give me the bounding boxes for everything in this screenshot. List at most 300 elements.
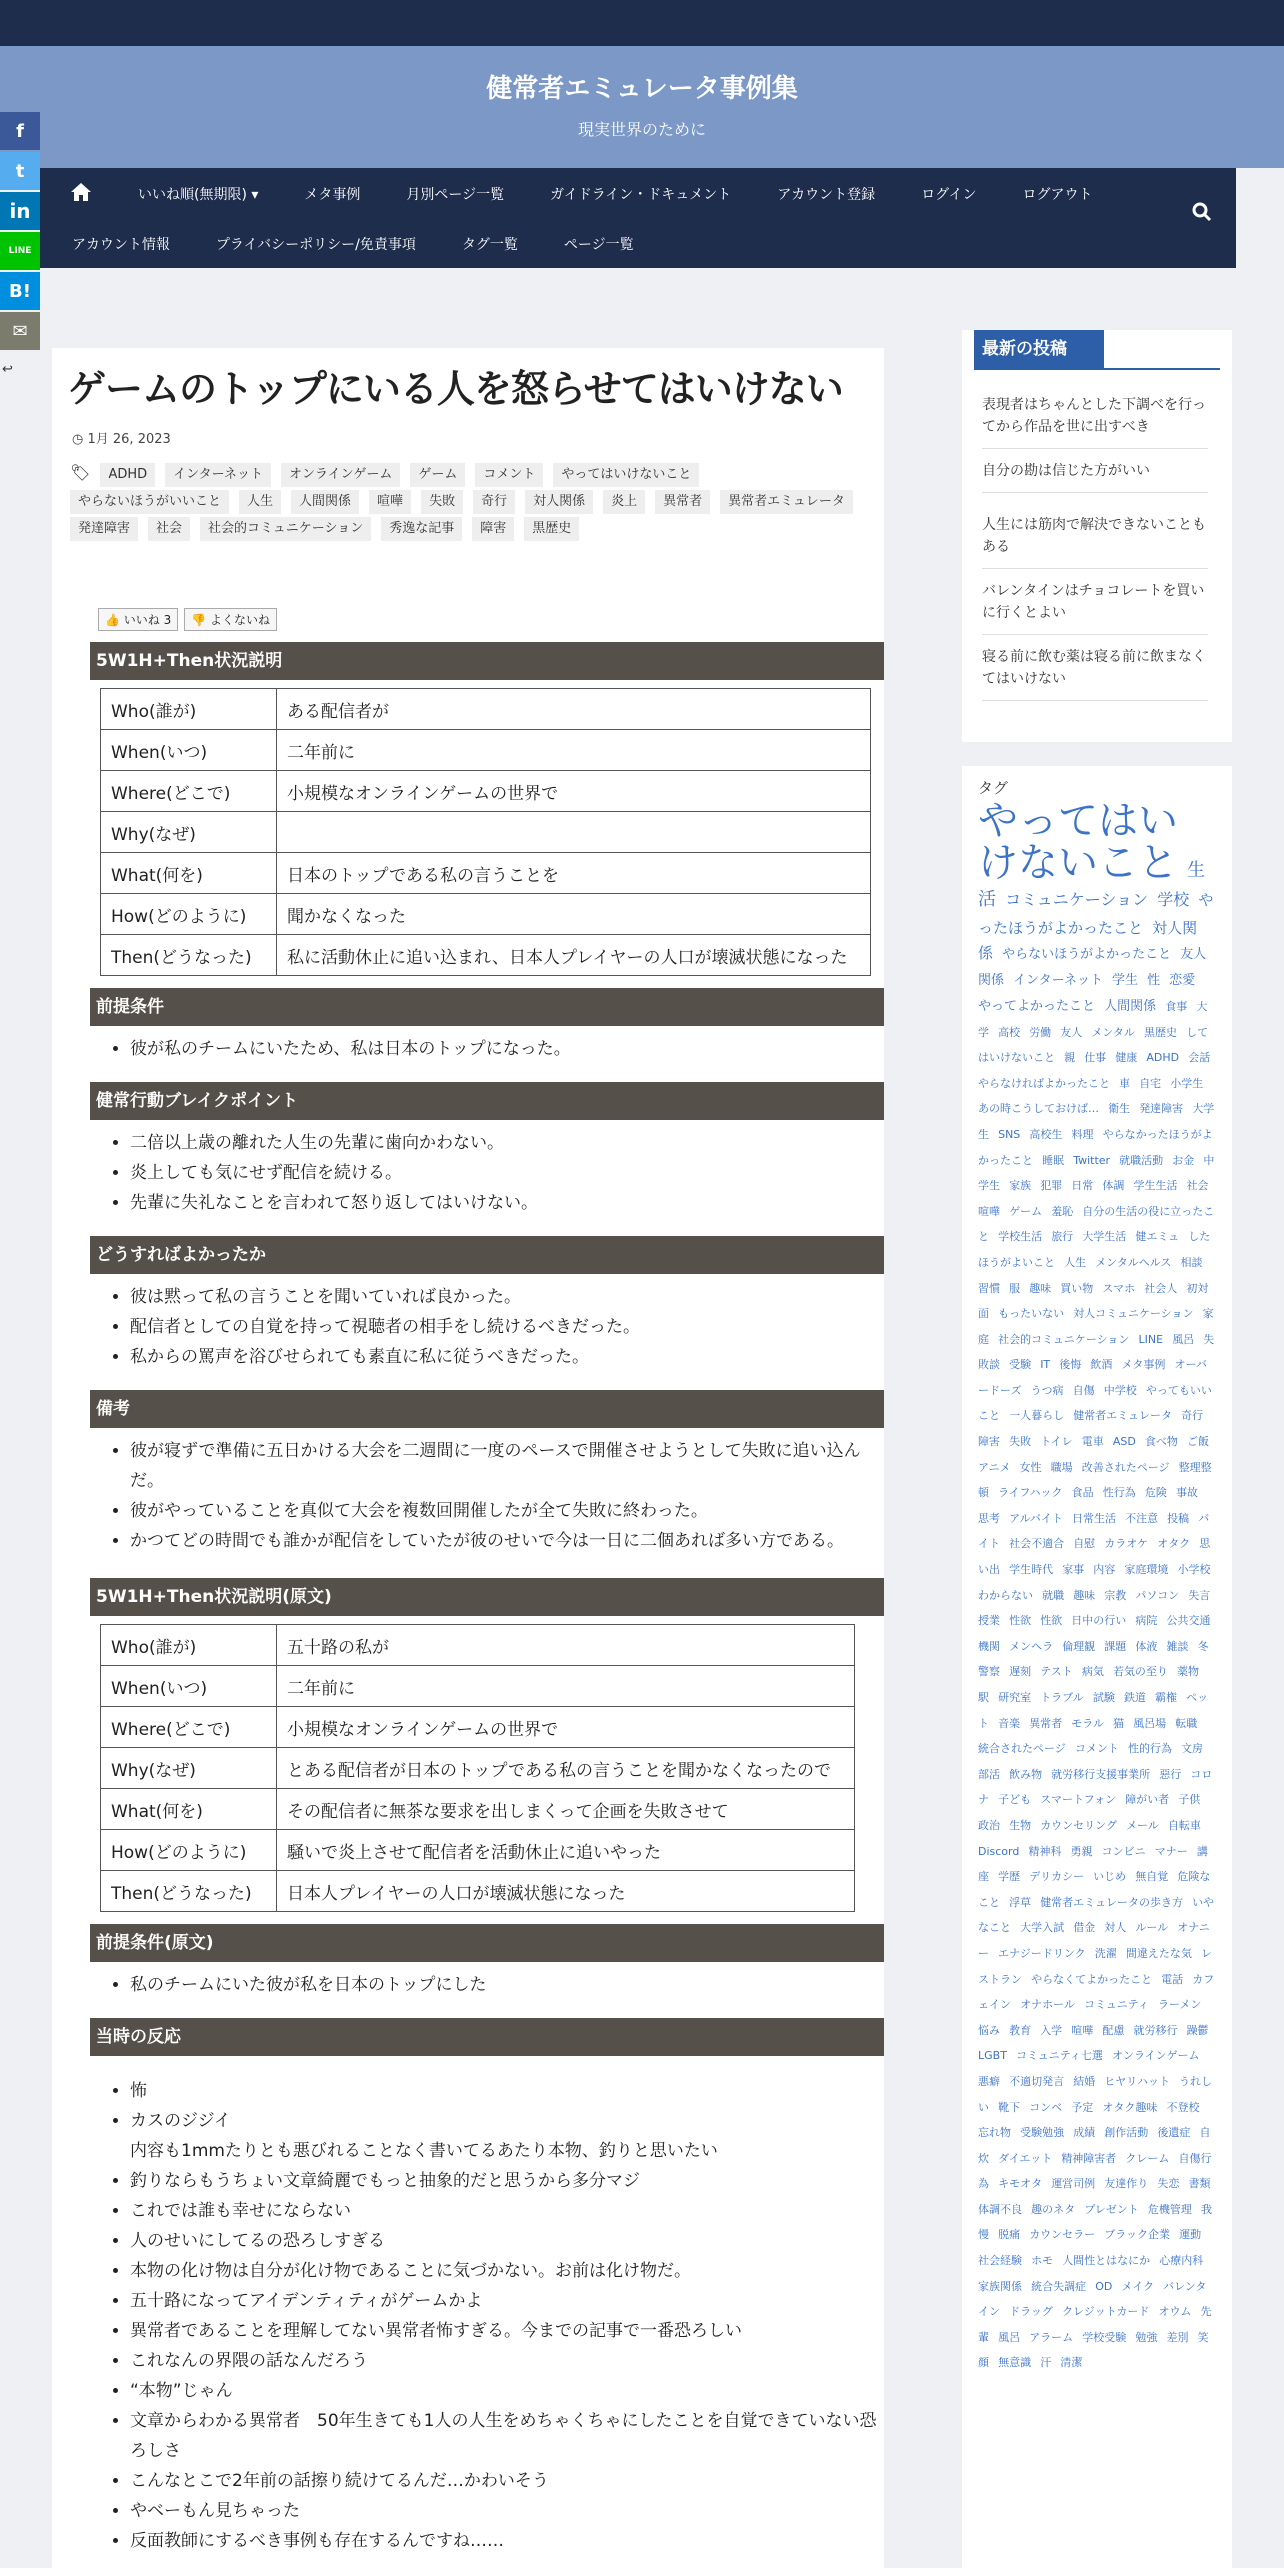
tag-cloud-link[interactable]: オンラインゲーム <box>1112 2049 1200 2063</box>
tag-cloud-link[interactable]: 障害 <box>978 1435 1000 1449</box>
tag-cloud-link[interactable]: 食品 <box>1071 1486 1094 1500</box>
tag-link[interactable]: やらないほうがいいこと <box>70 490 229 514</box>
tag-cloud-link[interactable]: 健康 <box>1115 1051 1138 1065</box>
nav-item[interactable]: メタ事例 <box>304 187 361 203</box>
tag-cloud-link[interactable]: 無意識 <box>998 2356 1032 2370</box>
tag-cloud-link[interactable]: 運営司例 <box>1051 2177 1096 2191</box>
tag-cloud-link[interactable]: デリカシー <box>1029 1870 1085 1884</box>
tag-cloud-link[interactable]: 公共交通機関 <box>978 1614 1211 1653</box>
tag-cloud-link[interactable]: 心療内科 <box>1159 2254 1204 2268</box>
tag-cloud-link[interactable]: 風呂 <box>1172 1332 1195 1346</box>
tag-cloud-link[interactable]: メール <box>1126 1818 1159 1832</box>
nav-item[interactable]: アカウント情報 <box>72 237 170 253</box>
tag-cloud-link[interactable]: アニメ <box>978 1460 1011 1474</box>
tag-cloud-link[interactable]: 悪癖 <box>978 2074 1000 2088</box>
tag-cloud-link[interactable]: アラーム <box>1029 2330 1074 2344</box>
tag-cloud-link[interactable]: 清潔 <box>1060 2356 1083 2370</box>
tag-cloud-link[interactable]: トイレ <box>1040 1435 1073 1449</box>
tag-cloud-link[interactable]: 性的行為 <box>1127 1742 1172 1756</box>
tag-cloud-link[interactable]: 買い物 <box>1060 1281 1094 1295</box>
tag-cloud-link[interactable]: オナニー <box>978 1921 1210 1960</box>
tag-cloud-link[interactable]: 自傷 <box>1072 1383 1095 1397</box>
tag-cloud-link[interactable]: 駅 <box>978 1691 989 1705</box>
tag-cloud-link[interactable]: 忘れ物 <box>978 2126 1011 2140</box>
tag-link[interactable]: ADHD <box>100 463 155 487</box>
tag-cloud-link[interactable]: 思い出 <box>978 1537 1211 1577</box>
share-button[interactable]: B! <box>0 272 40 310</box>
tag-cloud-link[interactable]: コミュニティ <box>1083 1998 1149 2012</box>
share-button[interactable]: f <box>0 112 40 150</box>
tag-cloud-link[interactable]: コンベ <box>1029 2100 1063 2114</box>
tag-cloud-link[interactable]: 友人 <box>1060 1025 1083 1039</box>
tag-cloud-link[interactable]: やらなかったほうがよかったこと <box>978 1127 1213 1167</box>
tag-cloud-link[interactable]: カラオケ <box>1104 1537 1149 1551</box>
tag-cloud-link[interactable]: 中学校 <box>1103 1383 1137 1397</box>
tag-cloud-link[interactable]: 料理 <box>1071 1127 1094 1141</box>
nav-item[interactable]: ガイドライン・ドキュメント <box>550 187 732 203</box>
tag-cloud-link[interactable]: 風呂 <box>998 2330 1021 2344</box>
tag-cloud-link[interactable]: 相談 <box>1180 1255 1203 1269</box>
tag-cloud-link[interactable]: 学生 <box>1112 972 1139 988</box>
tag-cloud-link[interactable]: 健常者エミュレータ <box>1073 1409 1172 1423</box>
tag-cloud-link[interactable]: 躁鬱 <box>1186 2023 1209 2037</box>
tag-cloud-link[interactable]: やったほうがよかったこと <box>978 890 1214 937</box>
tag-link[interactable]: ゲーム <box>410 463 465 487</box>
tag-link[interactable]: 奇行 <box>473 490 515 514</box>
tag-cloud-link[interactable]: 自傷行為 <box>978 2151 1212 2191</box>
tag-cloud-link[interactable]: バイト <box>978 1511 1210 1551</box>
tag-cloud-link[interactable]: レストラン <box>978 1946 1212 1986</box>
tag-cloud-link[interactable]: 統合されたページ <box>978 1742 1066 1756</box>
tag-cloud-link[interactable]: 悩み <box>978 2023 1000 2037</box>
tag-cloud-link[interactable]: 教育 <box>1009 2023 1032 2037</box>
tag-cloud-link[interactable]: カウンセラー <box>1029 2228 1096 2242</box>
tag-cloud-link[interactable]: メイク <box>1121 2279 1154 2293</box>
tag-link[interactable]: 失敗 <box>421 490 463 514</box>
tag-cloud-link[interactable]: 社会不適合 <box>1009 1537 1065 1551</box>
tag-cloud-link[interactable]: 日中の行い <box>1071 1614 1127 1628</box>
tag-cloud-link[interactable]: 生物 <box>1009 1818 1032 1832</box>
tag-cloud-link[interactable]: 受験 <box>1009 1358 1032 1372</box>
tag-cloud-link[interactable]: オナホール <box>1020 1998 1075 2012</box>
tag-cloud-link[interactable]: バレンタイン <box>978 2279 1207 2319</box>
tag-cloud-link[interactable]: LINE <box>1138 1332 1164 1346</box>
share-button[interactable]: t <box>0 152 40 190</box>
nav-item[interactable]: タグ一覧 <box>461 237 518 253</box>
tag-cloud-link[interactable]: 試験 <box>1092 1691 1115 1705</box>
tag-cloud-link[interactable]: 日常 <box>1071 1179 1094 1193</box>
tag-cloud-link[interactable]: 投稿 <box>1167 1511 1190 1525</box>
tag-cloud-link[interactable]: 失恋 <box>1157 2177 1180 2191</box>
tag-cloud-link[interactable]: クレジットカード <box>1061 2305 1150 2319</box>
tag-cloud-link[interactable]: 不注意 <box>1125 1511 1159 1525</box>
recent-post-link[interactable]: 自分の勘は信じた方がいい <box>982 460 1208 493</box>
tag-cloud-link[interactable]: 趣のネタ <box>1031 2202 1076 2216</box>
tag-cloud-link[interactable]: 自転車 <box>1167 1818 1201 1832</box>
tag-cloud-link[interactable]: 危機管理 <box>1147 2202 1192 2216</box>
tag-cloud-link[interactable]: 勇親 <box>1070 1844 1093 1858</box>
tag-cloud-link[interactable]: オタク趣味 <box>1102 2100 1158 2114</box>
tag-cloud-link[interactable]: 不登校 <box>1166 2100 1200 2114</box>
tag-cloud-link[interactable]: 勉強 <box>1135 2330 1158 2344</box>
tag-cloud-link[interactable]: 借金 <box>1073 1921 1096 1935</box>
tag-cloud-link[interactable]: 惡行 <box>1159 1767 1182 1781</box>
tag-link[interactable]: 炎上 <box>603 490 645 514</box>
tag-cloud-link[interactable]: コンビニ <box>1101 1844 1146 1858</box>
tag-cloud-link[interactable]: 対人関係 <box>978 918 1198 963</box>
tag-cloud-link[interactable]: カウンセリング <box>1040 1818 1117 1832</box>
tag-cloud-link[interactable]: OD <box>1095 2279 1113 2293</box>
tag-cloud-link[interactable]: 無自覚 <box>1135 1870 1169 1884</box>
tag-cloud-link[interactable]: 受験勉強 <box>1020 2126 1065 2140</box>
tag-cloud-link[interactable]: IT <box>1040 1358 1051 1372</box>
tag-cloud-link[interactable]: 家族 <box>1009 1179 1032 1193</box>
dislike-button[interactable] <box>184 608 277 631</box>
tag-cloud-link[interactable]: 創作活動 <box>1104 2126 1149 2140</box>
tag-cloud-link[interactable]: SNS <box>998 1127 1021 1141</box>
tag-cloud-link[interactable]: 警察 <box>978 1665 1000 1679</box>
tag-cloud-link[interactable]: 洗濯 <box>1094 1946 1117 1960</box>
tag-cloud-link[interactable]: 体調不良 <box>978 2202 1022 2216</box>
tag-cloud-link[interactable]: 自炊 <box>978 2126 1211 2165</box>
tag-cloud-link[interactable]: 失敗 <box>1009 1435 1032 1449</box>
tag-cloud-link[interactable]: ペット <box>978 1691 1209 1730</box>
tag-cloud-link[interactable]: 性行為 <box>1102 1486 1136 1500</box>
tag-cloud-link[interactable]: スマートフォン <box>1040 1793 1117 1807</box>
tag-cloud-link[interactable]: 大学生活 <box>1082 1230 1127 1244</box>
tag-cloud-link[interactable]: わからない <box>978 1588 1033 1602</box>
tag-cloud-link[interactable]: 対人 <box>1104 1921 1127 1935</box>
tag-cloud-link[interactable]: 睡眠 <box>1042 1153 1065 1167</box>
tag-cloud-link[interactable]: 統合失調症 <box>1031 2279 1087 2293</box>
tag-cloud-link[interactable]: トラブル <box>1040 1691 1084 1705</box>
tag-cloud-link[interactable]: 奇行 <box>1181 1409 1204 1423</box>
tag-cloud-link[interactable]: 内容 <box>1093 1563 1116 1577</box>
tag-cloud-link[interactable]: 人生 <box>1064 1255 1087 1269</box>
tag-cloud-link[interactable]: 文房 <box>1181 1742 1204 1756</box>
tag-cloud-link[interactable]: 初対面 <box>978 1281 1209 1321</box>
tag-cloud-link[interactable]: 配慮 <box>1102 2023 1125 2037</box>
tag-cloud-link[interactable]: 自分の生活の役に立ったこと <box>978 1204 1215 1244</box>
tag-cloud-link[interactable]: 女性 <box>1019 1460 1042 1474</box>
tag-cloud-link[interactable]: 友達作り <box>1104 2177 1149 2191</box>
tag-cloud-link[interactable]: 雑談 <box>1166 1639 1189 1653</box>
tag-cloud-link[interactable]: 学校 <box>1157 889 1190 909</box>
tag-cloud-link[interactable]: 仕事 <box>1084 1051 1107 1065</box>
tag-cloud-link[interactable]: やらないほうがよかったこと <box>1002 947 1172 963</box>
tag-cloud-link[interactable]: 就労移行支援事業所 <box>1051 1767 1151 1781</box>
tag-cloud-link[interactable]: ADHD <box>1146 1051 1180 1065</box>
tag-cloud-link[interactable]: 電車 <box>1081 1435 1104 1449</box>
tag-cloud-link[interactable]: 子ども <box>998 1793 1032 1807</box>
tag-cloud-link[interactable]: 会話 <box>1188 1051 1211 1065</box>
recent-post-link[interactable]: バレンタインはチョコレートを買いに行くとよい <box>982 580 1208 635</box>
tag-cloud-link[interactable]: 猫 <box>1113 1716 1125 1730</box>
tag-cloud-link[interactable]: テスト <box>1040 1665 1073 1679</box>
tag-cloud-link[interactable]: 社会的コミュニケーション <box>998 1332 1130 1346</box>
tag-cloud-link[interactable]: 家庭 <box>978 1307 1214 1346</box>
tag-cloud-link[interactable]: いやなこと <box>978 1895 1215 1935</box>
share-button[interactable]: in <box>0 192 40 230</box>
tag-cloud-link[interactable]: ASD <box>1112 1435 1136 1449</box>
tag-cloud-link[interactable]: オウム <box>1158 2305 1192 2319</box>
tag-cloud-link[interactable]: 飲酒 <box>1090 1358 1113 1372</box>
tag-cloud-link[interactable]: 食事 <box>1165 999 1188 1013</box>
tag-cloud-link[interactable]: ラーメン <box>1157 1998 1202 2012</box>
tag-cloud-link[interactable]: 宗教 <box>1104 1588 1127 1602</box>
nav-item[interactable]: プライバシーポリシー/免責事項 <box>215 237 416 253</box>
tag-cloud-link[interactable]: 笑顔 <box>978 2330 1209 2370</box>
tag-cloud-link[interactable]: 人間関係 <box>1104 998 1157 1014</box>
tag-cloud-link[interactable]: 労働 <box>1029 1025 1052 1039</box>
tag-cloud-link[interactable]: 性 <box>1147 972 1161 988</box>
tag-cloud-link[interactable]: 趣味 <box>1029 1281 1052 1295</box>
tag-cloud-link[interactable]: 学生生活 <box>1133 1179 1178 1193</box>
tag-cloud-link[interactable]: 就労移行 <box>1133 2023 1178 2037</box>
tag-cloud-link[interactable]: 入学 <box>1040 2023 1063 2037</box>
tag-cloud-link[interactable]: 親 <box>1064 1051 1076 1065</box>
tag-cloud-link[interactable]: 不適切発言 <box>1009 2074 1065 2088</box>
tag-cloud-link[interactable]: キモオタ <box>998 2177 1043 2191</box>
tag-link[interactable]: 異常者エミュレータ <box>720 490 853 514</box>
tag-cloud-link[interactable]: メンタル <box>1091 1025 1135 1039</box>
tag-link[interactable]: 異常者 <box>655 490 710 514</box>
tag-cloud-link[interactable]: コミュニティ七選 <box>1016 2049 1103 2063</box>
tag-cloud-link[interactable]: マナー <box>1154 1844 1188 1858</box>
tag-cloud-link[interactable]: 社会 <box>1186 1179 1209 1193</box>
tag-cloud-link[interactable]: うつ病 <box>1030 1383 1064 1397</box>
tag-cloud-link[interactable]: 鉄道 <box>1123 1691 1146 1705</box>
tag-cloud-link[interactable]: うれしい <box>978 2074 1213 2114</box>
tag-link[interactable]: 人生 <box>239 490 281 514</box>
tag-cloud-link[interactable]: 先輩 <box>978 2305 1212 2344</box>
tag-cloud-link[interactable]: 性欲 <box>1040 1614 1063 1628</box>
tag-link[interactable]: 人間関係 <box>291 490 359 514</box>
tag-cloud-link[interactable]: ルール <box>1135 1921 1169 1935</box>
tag-cloud-link[interactable]: 習慣 <box>978 1281 1000 1295</box>
tag-cloud-link[interactable]: 車 <box>1119 1076 1131 1090</box>
tag-cloud-link[interactable]: メタ事例 <box>1121 1358 1166 1372</box>
tag-cloud-link[interactable]: 就職活動 <box>1119 1153 1164 1167</box>
tag-cloud-link[interactable]: 家事 <box>1062 1563 1085 1577</box>
tag-cloud-link[interactable]: ダイエット <box>998 2151 1053 2165</box>
tag-cloud-link[interactable]: 喧嘩 <box>978 1204 1000 1218</box>
tag-cloud-link[interactable]: 旅行 <box>1051 1230 1074 1244</box>
tag-cloud-link[interactable]: お金 <box>1172 1153 1195 1167</box>
tag-cloud-link[interactable]: ブラック企業 <box>1104 2228 1171 2242</box>
tag-link[interactable]: オンラインゲーム <box>281 463 400 487</box>
tag-link[interactable]: 黒歴史 <box>524 517 579 541</box>
tag-cloud-link[interactable]: 後遺症 <box>1157 2126 1191 2140</box>
tag-cloud-link[interactable]: インターネット <box>1013 972 1103 988</box>
tag-cloud-link[interactable]: プレゼント <box>1084 2202 1139 2216</box>
tag-link[interactable]: 社会的コミュニケーション <box>200 517 371 541</box>
tag-cloud-link[interactable]: 間違えたな気 <box>1125 1946 1192 1960</box>
tag-cloud-link[interactable]: 高校 <box>998 1025 1021 1039</box>
tag-cloud-link[interactable]: 高校生 <box>1029 1127 1063 1141</box>
tag-link[interactable]: インターネット <box>165 463 271 487</box>
tag-cloud-link[interactable]: 学校生活 <box>998 1230 1043 1244</box>
tag-cloud-link[interactable]: 危険 <box>1144 1486 1167 1500</box>
tag-link[interactable]: 障害 <box>472 517 514 541</box>
tag-cloud-link[interactable]: 日常生活 <box>1071 1511 1116 1525</box>
site-title[interactable]: 健常者エミュレータ事例集 <box>486 74 798 104</box>
tag-cloud-link[interactable]: 音楽 <box>998 1716 1021 1730</box>
tag-cloud-link[interactable]: 改善されたページ <box>1081 1460 1170 1474</box>
tag-cloud-link[interactable]: 大学入試 <box>1020 1921 1065 1935</box>
tag-cloud-link[interactable]: 汗 <box>1040 2356 1052 2370</box>
tag-cloud-link[interactable]: 健エミュ <box>1135 1230 1180 1244</box>
tag-cloud-link[interactable]: クレーム <box>1125 2151 1170 2165</box>
nav-item[interactable]: ページ一覧 <box>563 237 634 253</box>
tag-cloud-link[interactable]: 学歴 <box>998 1870 1021 1884</box>
recent-post-link[interactable]: 表現者はちゃんとした下調べを行ってから作品を世に出すべき <box>982 394 1208 449</box>
tag-cloud-link[interactable]: 社会経験 <box>978 2254 1022 2268</box>
tag-cloud-link[interactable]: 友人関係 <box>978 947 1207 988</box>
tag-cloud-link[interactable]: ホモ <box>1031 2254 1054 2268</box>
tag-cloud-link[interactable]: やってよかったこと <box>978 998 1096 1014</box>
tag-cloud-link[interactable]: 病気 <box>1081 1665 1104 1679</box>
tag-cloud-link[interactable]: 就職 <box>1042 1588 1065 1602</box>
tag-cloud-link[interactable]: 生活 <box>978 860 1206 910</box>
tag-cloud-link[interactable]: もったいない <box>998 1307 1065 1321</box>
tag-cloud-link[interactable]: 失言 <box>1188 1588 1211 1602</box>
tag-cloud-link[interactable]: 異常者 <box>1029 1716 1063 1730</box>
tag-cloud-link[interactable]: 犯罪 <box>1040 1179 1063 1193</box>
nav-item[interactable]: 月別ページ一覧 <box>406 187 505 203</box>
tag-cloud-link[interactable]: 障がい者 <box>1125 1793 1170 1807</box>
tag-cloud-link[interactable]: 部活 <box>978 1767 1000 1781</box>
nav-item[interactable]: アカウント登録 <box>777 187 876 203</box>
tag-cloud-link[interactable]: 学校受験 <box>1082 2330 1127 2344</box>
tag-cloud-link[interactable]: やってもいいこと <box>978 1383 1212 1423</box>
tag-link[interactable]: 対人関係 <box>525 490 593 514</box>
tag-cloud-link[interactable]: 子供 <box>1178 1793 1201 1807</box>
tag-cloud-link[interactable]: コメント <box>1074 1742 1119 1756</box>
tag-cloud-link[interactable]: 霸権 <box>1155 1691 1178 1705</box>
tag-cloud-link[interactable]: 趣味 <box>1073 1588 1096 1602</box>
tag-cloud-link[interactable]: したほうがよいこと <box>978 1230 1211 1269</box>
tag-cloud-link[interactable]: Twitter <box>1073 1153 1111 1167</box>
tag-cloud-link[interactable]: 大学 <box>978 999 1208 1039</box>
tag-cloud-link[interactable]: 成績 <box>1073 2126 1096 2140</box>
tag-cloud-link[interactable]: 服 <box>1009 1281 1021 1295</box>
arrow-icon[interactable]: ↩ <box>2 362 13 377</box>
tag-cloud-link[interactable]: 倫理観 <box>1062 1639 1096 1653</box>
tag-cloud-link[interactable]: 自慰 <box>1073 1537 1096 1551</box>
tag-cloud-link[interactable]: LGBT <box>978 2049 1007 2063</box>
tag-cloud-link[interactable]: エナジードリンク <box>998 1946 1086 1960</box>
tag-cloud-link[interactable]: 性欲 <box>1009 1614 1032 1628</box>
tag-cloud-link[interactable]: 精神障害者 <box>1061 2151 1117 2165</box>
tag-cloud-link[interactable]: 喧嘩 <box>1071 2023 1094 2037</box>
tag-cloud-link[interactable]: 小学生 <box>1170 1076 1204 1090</box>
tag-cloud-link[interactable]: 大学生 <box>978 1102 1215 1141</box>
tag-cloud-link[interactable]: アルバイト <box>1009 1511 1063 1525</box>
tag-cloud-link[interactable]: ヒヤリハット <box>1104 2074 1170 2088</box>
search-icon[interactable] <box>1192 202 1214 224</box>
tag-link[interactable]: コメント <box>475 463 543 487</box>
tag-cloud-link[interactable]: 恋愛 <box>1169 972 1196 988</box>
tag-cloud-link[interactable]: 運動 <box>1179 2228 1202 2242</box>
tag-cloud-link[interactable]: 家族関係 <box>978 2279 1022 2293</box>
home-icon[interactable] <box>70 182 92 207</box>
tag-cloud-link[interactable]: 政治 <box>978 1818 1000 1832</box>
tag-cloud-link[interactable]: ゲーム <box>1009 1204 1043 1218</box>
tag-cloud-link[interactable]: 後悔 <box>1059 1358 1082 1372</box>
share-button[interactable]: LINE <box>0 232 40 270</box>
tag-cloud-link[interactable]: オタク <box>1157 1537 1191 1551</box>
tag-cloud-link[interactable]: 飲み物 <box>1009 1767 1043 1781</box>
tag-cloud-link[interactable]: 黒歴史 <box>1144 1025 1178 1039</box>
tag-cloud-link[interactable]: メンヘラ <box>1009 1639 1054 1653</box>
tag-cloud-link[interactable]: あの時こうしておけば… <box>978 1102 1099 1116</box>
tag-cloud-link[interactable]: 講座 <box>978 1844 1208 1884</box>
tag-cloud-link[interactable]: パソコン <box>1135 1588 1180 1602</box>
tag-cloud-link[interactable]: コロナ <box>978 1767 1213 1807</box>
tag-cloud-link[interactable]: 電話 <box>1161 1972 1184 1986</box>
nav-item[interactable]: いいね順(無期限) ▾ <box>138 187 259 203</box>
tag-cloud-link[interactable]: 薬物 <box>1177 1665 1200 1679</box>
tag-cloud-link[interactable]: やらなくてよかったこと <box>1031 1972 1153 1986</box>
tag-cloud-link[interactable]: 事故 <box>1175 1486 1198 1500</box>
tag-cloud-link[interactable]: 結婚 <box>1073 2074 1096 2088</box>
tag-cloud-link[interactable]: コミュニケーション <box>1005 889 1149 909</box>
tag-cloud-link[interactable]: 課題 <box>1104 1639 1127 1653</box>
tag-cloud-link[interactable]: 学生時代 <box>1009 1563 1054 1577</box>
tag-cloud-link[interactable]: Discord <box>978 1844 1020 1858</box>
tag-cloud-link[interactable]: 危険なこと <box>978 1870 1211 1909</box>
tag-cloud-link[interactable]: 若気の至り <box>1112 1665 1168 1679</box>
nav-item[interactable]: ログイン <box>921 187 977 203</box>
tag-cloud-link[interactable]: 研究室 <box>998 1691 1032 1705</box>
tag-cloud-link[interactable]: 脱痛 <box>998 2228 1021 2242</box>
tag-cloud-link[interactable]: 冬 <box>1197 1639 1209 1653</box>
tag-cloud-link[interactable]: 浮草 <box>1009 1895 1032 1909</box>
tag-cloud-link[interactable]: カフェイン <box>978 1972 1215 2012</box>
tag-cloud-link[interactable]: やらなければよかったこと <box>978 1076 1110 1090</box>
tag-cloud-link[interactable]: 授業 <box>978 1614 1000 1628</box>
tag-cloud-link[interactable]: 中学生 <box>978 1153 1215 1193</box>
tag-cloud-link[interactable]: 食べ物 <box>1144 1435 1178 1449</box>
tag-cloud-link[interactable]: 羞恥 <box>1051 1204 1074 1218</box>
tag-link[interactable]: 社会 <box>148 517 190 541</box>
tag-cloud-link[interactable]: 人間性とはなにか <box>1062 2254 1151 2268</box>
tag-cloud-link[interactable]: メンタルヘルス <box>1095 1255 1172 1269</box>
tag-cloud-link[interactable]: モラル <box>1071 1716 1104 1730</box>
tag-cloud-link[interactable]: 病院 <box>1135 1614 1158 1628</box>
tag-cloud-link[interactable]: ご飯 <box>1187 1435 1209 1449</box>
recent-post-link[interactable]: 寝る前に飲む薬は寝る前に飲まなくてはいけない <box>982 646 1208 701</box>
tag-cloud-link[interactable]: スマホ <box>1102 1281 1136 1295</box>
tag-cloud-link[interactable]: 我慢 <box>978 2202 1212 2242</box>
tag-cloud-link[interactable]: 体調 <box>1102 1179 1125 1193</box>
tag-cloud-link[interactable]: 予定 <box>1071 2100 1094 2114</box>
recent-post-link[interactable]: 人生には筋肉で解決できないこともある <box>982 514 1208 569</box>
tag-cloud-link[interactable]: 風呂場 <box>1133 1716 1167 1730</box>
share-button[interactable]: ✉ <box>0 312 40 350</box>
tag-cloud-link[interactable]: 自宅 <box>1139 1076 1162 1090</box>
tag-cloud-link[interactable]: 職場 <box>1050 1460 1073 1474</box>
tag-link[interactable]: 喧嘩 <box>369 490 411 514</box>
tag-cloud-link[interactable]: 書類 <box>1188 2177 1211 2191</box>
tag-link[interactable]: 秀逸な記事 <box>381 517 462 541</box>
tag-cloud-link[interactable]: 社会人 <box>1144 1281 1178 1295</box>
tag-cloud-link[interactable]: 小学校 <box>1177 1563 1211 1577</box>
tag-cloud-link[interactable]: 整理整頓 <box>978 1460 1212 1500</box>
tag-cloud-link[interactable]: 発達障害 <box>1139 1102 1184 1116</box>
tag-link[interactable]: やってはいけないこと <box>553 463 699 487</box>
